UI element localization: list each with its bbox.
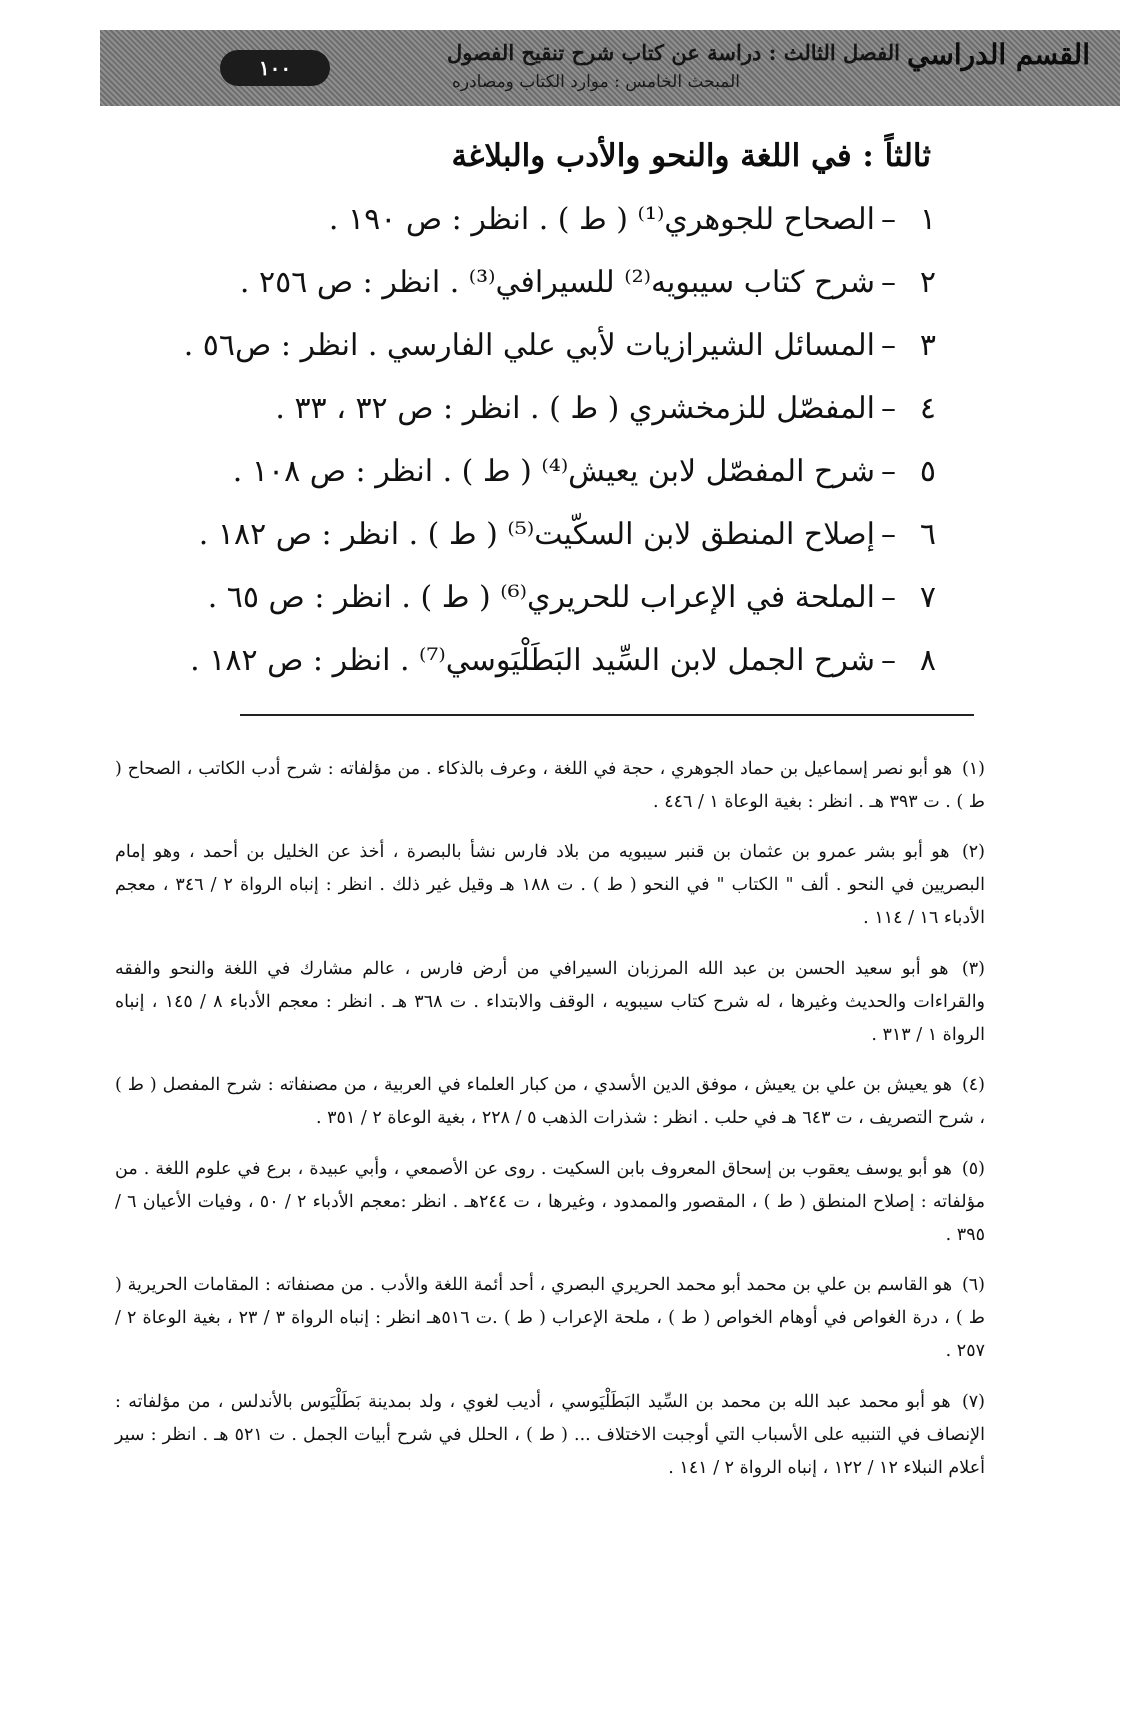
footnote-number: (٥) [961, 1158, 985, 1179]
footnote-text: هو يعيش بن علي بن يعيش ، موفق الدين الأسدي ، من كبار العلماء في العربية ، من مصنفاته : شرح المفصل ( ط ) ، شرح التصريف ، ت ٦٤٣ هـ في حلب . انظر : شذرات الذهب ٥ / ٢٢٨ ، بغية الوعاة ٢ / ٣٥١ . [115, 1075, 985, 1128]
footnote-text: هو أبو سعيد الحسن بن عبد الله المرزبان السيرافي من أرض فارس ، عالم مشارك في اللغة والنحو والفقه والقراءات والحديث وغيرها ، له شرح كتاب سيبويه ، الوقف والابتداء . ت ٣٦٨ هـ . انظر : معجم الأدباء ٨ / ١٤٥ ، إنباه الرواة ١ / ٣١٣ . [115, 958, 986, 1045]
list-item [184, 510, 936, 573]
item-dash: – [881, 328, 896, 363]
item-text: المفصّل للزمخشري ( ط ) . انظر : ص ٣٢ ، ٣٣ . [275, 391, 875, 426]
item-text: شرح الجمل لابن السِّيد البَطَلْيَوسي⁽⁷⁾ . انظر : ص ١٨٢ . [190, 643, 875, 678]
item-number: ٧ [919, 580, 936, 615]
item-text: شرح المفصّل لابن يعيش⁽⁴⁾ ( ط ) . انظر : ص ١٠٨ . [232, 454, 875, 489]
footnote [115, 953, 985, 1052]
item-dash: – [881, 391, 896, 426]
footnote-number: (١) [961, 758, 985, 779]
footnote-text: هو أبو محمد عبد الله بن محمد بن السِّيد البَطَلْيَوسي ، أديب لغوي ، ولد بمدينة بَطَلْيَوس بالأندلس ، من مؤلفاته : الإنصاف في التنبيه على الأسباب التي أوجبت الاختلاف ... ( ط ) ، الحلل في شرح أبيات الجمل . ت ٥٢١ هـ . انظر : سير أعلام النبلاء ١٢ / ١٢٢ ، إنباه الرواة ٢ / ١٤١ . [115, 1391, 985, 1478]
item-dash: – [881, 517, 896, 552]
page-header [100, 30, 1120, 106]
footnote-text: هو أبو بشر عمرو بن عثمان بن قنبر سيبويه من بلاد فارس نشأ بالبصرة ، أخذ عن الخليل بن أحمد ، وهو إمام البصريين في النحو . ألف " الكتاب " في النحو ( ط ) . ت ١٨٨ هـ وقيل غير ذلك . انظر : إنباه الرواة ٢ / ٣٤٦ ، معجم الأدباء ١٦ / ١١٤ . [115, 842, 985, 928]
item-text: شرح كتاب سيبويه⁽²⁾ للسيرافي⁽³⁾ . انظر : ص ٢٥٦ . [239, 265, 875, 300]
item-dash: – [881, 265, 896, 300]
section-subtitle: المبحث الخامس : موارد الكتاب ومصادره [451, 72, 740, 92]
list-item [184, 258, 936, 321]
item-text: الصحاح للجوهري⁽¹⁾ ( ط ) . انظر : ص ١٩٠ . [328, 202, 875, 237]
chapter-title: الفصل الثالث : دراسة عن كتاب شرح تنقيح الفصول [446, 40, 900, 65]
list-item [184, 636, 936, 699]
source-list [184, 195, 936, 699]
footnote [115, 753, 985, 819]
list-item [184, 573, 936, 636]
item-dash: – [881, 202, 896, 237]
footnote-separator [240, 714, 974, 716]
item-number: ٤ [919, 391, 936, 426]
item-number: ٢ [919, 265, 936, 300]
footnote-text: هو أبو يوسف يعقوب بن إسحاق المعروف بابن السكيت . روى عن الأصمعي ، وأبي عبيدة ، برع في علوم اللغة . من مؤلفاته : إصلاح المنطق ( ط ) ، المقصور والممدود ، وغيرها ، ت ٢٤٤هـ . انظر :معجم الأدباء ٢ / ٥٠ ، وفيات الأعيان ٦ / ٣٩٥ . [115, 1158, 986, 1245]
footnote-number: (٣) [961, 958, 985, 979]
footnote-number: (٦) [961, 1275, 985, 1295]
footnote-text: هو أبو نصر إسماعيل بن حماد الجوهري ، حجة في اللغة ، وعرف بالذكاء . من مؤلفاته : شرح أدب الكاتب ، الصحاح ( ط ) . ت ٣٩٣ هـ . انظر : بغية الوعاة ١ / ٤٤٦ . [115, 758, 985, 812]
footnote [115, 1386, 985, 1485]
footnote [115, 1153, 985, 1252]
item-dash: – [881, 643, 896, 678]
item-text: المسائل الشيرازيات لأبي علي الفارسي . انظر : ص٥٦ . [183, 328, 875, 363]
footnote [115, 1069, 985, 1135]
item-dash: – [881, 580, 896, 615]
item-number: ١ [919, 202, 936, 237]
footnote-number: (٢) [961, 842, 985, 862]
list-item [184, 195, 936, 258]
footnote [115, 1269, 985, 1368]
item-number: ٥ [919, 454, 936, 489]
footnote-text: هو القاسم بن علي بن محمد أبو محمد الحريري البصري ، أحد أئمة اللغة والأدب . من مصنفاته : المقامات الحريرية ( ط ) ، درة الغواص في أوهام الخواص ( ط ) ، ملحة الإعراب ( ط ) .ت ٥١٦هـ انظر : إنباه الرواة ٣ / ٢٣ ، بغية الوعاة ٢ / ٢٥٧ . [115, 1275, 985, 1361]
list-item [184, 384, 936, 447]
item-number: ٦ [919, 517, 936, 552]
item-text: الملحة في الإعراب للحريري⁽⁶⁾ ( ط ) . انظر : ص ٦٥ . [207, 580, 875, 615]
item-text: إصلاح المنطق لابن السكّيت⁽⁵⁾ ( ط ) . انظر : ص ١٨٢ . [198, 517, 875, 552]
item-dash: – [881, 454, 896, 489]
section-heading: ثالثاً : في اللغة والنحو والأدب والبلاغة [451, 138, 931, 174]
footnote-number: (٤) [961, 1075, 985, 1095]
item-number: ٣ [919, 328, 936, 363]
list-item [184, 447, 936, 510]
list-item [184, 321, 936, 384]
part-title: القسم الدراسي [907, 38, 1090, 71]
footnotes [115, 735, 985, 1487]
footnote [115, 836, 985, 935]
item-number: ٨ [919, 643, 936, 678]
footnote-number: (٧) [961, 1391, 985, 1412]
page-number: ١٠٠ [220, 50, 330, 86]
